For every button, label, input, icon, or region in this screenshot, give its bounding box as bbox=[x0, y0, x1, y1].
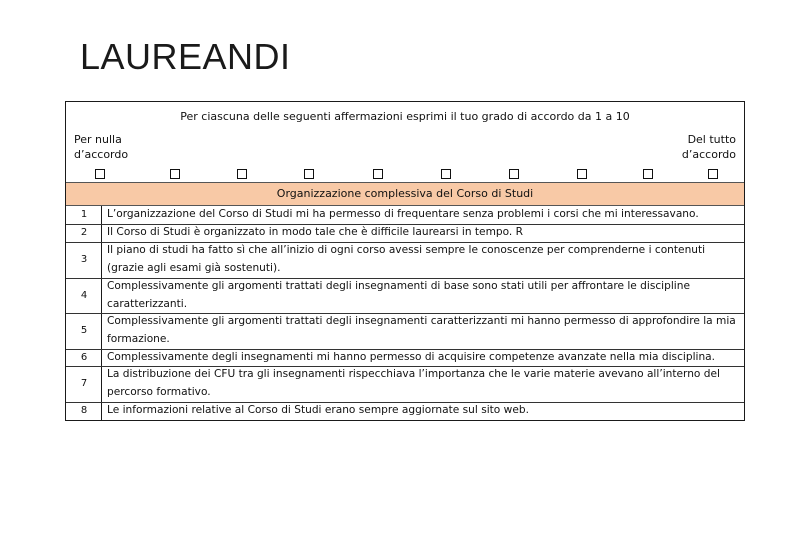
section-header: Organizzazione complessiva del Corso di Studi bbox=[66, 182, 744, 206]
scale-max-line2: d’accordo bbox=[681, 148, 736, 161]
item-text: L’organizzazione del Corso di Studi mi ha permesso di frequentare senza problemi i corsi che mi interessavano. bbox=[107, 208, 699, 220]
rating-checkbox-5[interactable] bbox=[373, 169, 383, 179]
item-number: 6 bbox=[80, 352, 88, 363]
item-text: Complessivamente gli argomenti trattati degli insegnamenti caratterizzanti mi hanno permesso di approfondire la mia formazione. bbox=[107, 315, 736, 345]
item-text: Il Corso di Studi è organizzato in modo tale che è difficile laurearsi in tempo. R bbox=[107, 226, 524, 238]
item-text: Complessivamente gli argomenti trattati degli insegnamenti di base sono stati utili per affrontare le discipline caratterizzanti. bbox=[107, 280, 690, 310]
rating-checkbox-4[interactable] bbox=[304, 169, 314, 179]
item-number: 4 bbox=[80, 290, 88, 301]
rating-checkbox-3[interactable] bbox=[237, 169, 247, 179]
scale-max-line1: Del tutto bbox=[687, 133, 736, 146]
rating-checkbox-2[interactable] bbox=[170, 169, 180, 179]
item-text: Il piano di studi ha fatto sì che all’inizio di ogni corso avessi sempre le conoscenze per comprenderne i contenuti (grazie agli esami già sostenuti). bbox=[107, 244, 706, 274]
item-number: 2 bbox=[80, 227, 88, 238]
item-number: 1 bbox=[80, 209, 88, 220]
rating-checkbox-10[interactable] bbox=[708, 169, 718, 179]
rating-checkbox-1[interactable] bbox=[95, 169, 105, 179]
rating-checkbox-9[interactable] bbox=[643, 169, 653, 179]
item-number: 8 bbox=[80, 405, 88, 416]
item-number: 5 bbox=[80, 325, 88, 336]
scale-min-label bbox=[74, 132, 128, 162]
item-text: Complessivamente degli insegnamenti mi hanno permesso di acquisire competenze avanzate nella mia disciplina. bbox=[107, 351, 716, 363]
item-number: 7 bbox=[80, 378, 88, 389]
scale-min-line1: Per nulla bbox=[74, 133, 122, 146]
scale-min-line2: d’accordo bbox=[74, 148, 129, 161]
rating-checkbox-6[interactable] bbox=[441, 169, 451, 179]
questionnaire-box bbox=[65, 101, 745, 421]
instruction-text: Per ciascuna delle seguenti affermazioni esprimi il tuo grado di accordo da 1 a 10 bbox=[180, 110, 630, 123]
scale-max-label bbox=[682, 132, 736, 162]
rating-checkbox-8[interactable] bbox=[577, 169, 587, 179]
item-text: Le informazioni relative al Corso di Studi erano sempre aggiornate sul sito web. bbox=[107, 404, 529, 416]
item-number: 3 bbox=[80, 254, 88, 265]
item-text: La distribuzione dei CFU tra gli insegnamenti rispecchiava l’importanza che le varie materie avevano all’interno del percorso formativo. bbox=[107, 368, 720, 398]
rating-checkbox-7[interactable] bbox=[509, 169, 519, 179]
page-title: LAUREANDI bbox=[80, 36, 291, 77]
